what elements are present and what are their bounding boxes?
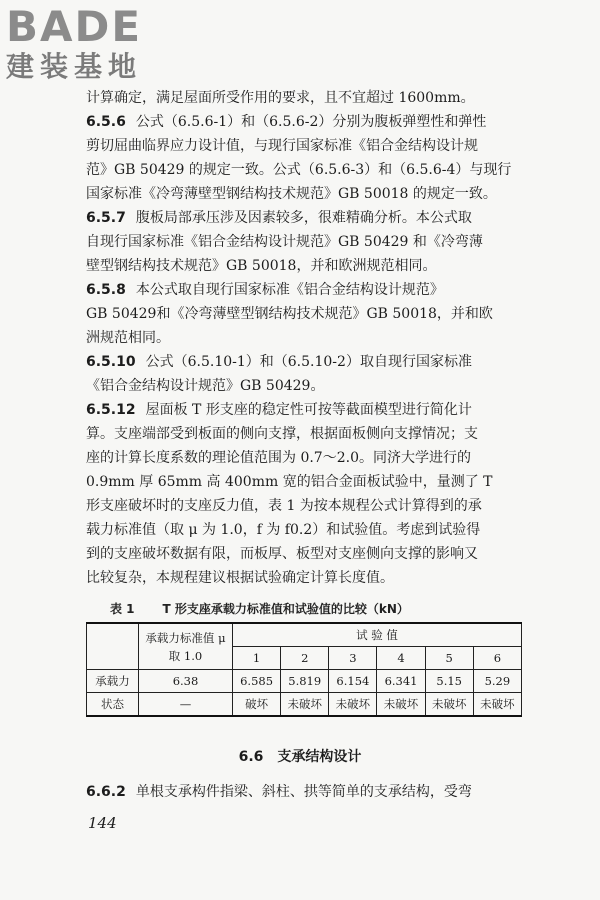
- bade-logo: [6, 2, 176, 88]
- table-row: [87, 670, 522, 693]
- test-number: 2: [281, 647, 329, 670]
- test-value-header: 试 验 值: [233, 623, 522, 647]
- comparison-table: [86, 622, 522, 717]
- table-caption: [110, 600, 530, 617]
- std-header-line-1: 承载力标准值 μ: [145, 630, 226, 645]
- text-line: 公式（6.5.6-1）和（6.5.6-2）分别为腹板弹塑性和弹性: [135, 114, 487, 130]
- std-header-line-2: 取 1.0: [168, 648, 203, 663]
- section-number: 6.5.6: [86, 114, 126, 130]
- text-line: GB 50429和《冷弯薄壁型钢结构技术规范》GB 50018，并和欧: [86, 306, 493, 322]
- text-line: 公式（6.5.10-1）和（6.5.10-2）取自现行国家标准: [145, 354, 472, 370]
- page-number: 144: [88, 814, 117, 832]
- test-value: 6.341: [377, 670, 425, 693]
- section-number: 6.5.10: [86, 354, 136, 370]
- text-line: 单根支承构件指梁、斜柱、拱等简单的支承结构，受弯: [135, 784, 472, 800]
- clause-6-5-8: [86, 278, 530, 350]
- logo-wordmark: BADE: [6, 2, 143, 51]
- text-line: 《铝合金结构设计规范》GB 50429。: [86, 378, 325, 394]
- text-line: 国家标准《冷弯薄壁型钢结构技术规范》GB 50018 的规定一致。: [86, 186, 497, 202]
- row-label: 承载力: [87, 670, 139, 693]
- table-number: 表 1: [110, 602, 135, 616]
- test-status: 未破坏: [377, 693, 425, 717]
- clause-6-5-7: [86, 206, 530, 278]
- test-status: 未破坏: [329, 693, 377, 717]
- text-line: 屋面板 T 形支座的稳定性可按等截面模型进行简化计: [145, 402, 472, 418]
- subsection-number: 6.6: [238, 749, 264, 765]
- subsection-title: 支承结构设计: [277, 749, 362, 765]
- test-status: 未破坏: [473, 693, 521, 717]
- subsection-heading: [0, 746, 600, 766]
- std-value: 6.38: [139, 670, 233, 693]
- text-line: 形支座破坏时的支座反力值，表 1 为按本规程公式计算得到的承: [86, 498, 482, 514]
- row-label: 状态: [87, 693, 139, 717]
- std-value: —: [139, 693, 233, 717]
- clause-6-5-6: [86, 110, 530, 206]
- test-number: 5: [425, 647, 473, 670]
- test-number: 3: [329, 647, 377, 670]
- text-line: 自现行国家标准《铝合金结构设计规范》GB 50429 和《冷弯薄: [86, 234, 483, 250]
- test-status: 未破坏: [281, 693, 329, 717]
- test-value: 5.15: [425, 670, 473, 693]
- text-line: 洲规范相同。: [86, 330, 170, 346]
- test-number: 1: [233, 647, 281, 670]
- test-number: 6: [473, 647, 521, 670]
- text-line: 载力标准值（取 μ 为 1.0，f 为 f0.2）和试验值。考虑到试验得: [86, 522, 481, 538]
- test-value: 6.585: [233, 670, 281, 693]
- text-line: 座的计算长度系数的理论值范围为 0.7～2.0。同济大学进行的: [86, 450, 471, 466]
- logo-subtitle: 建装基地: [6, 50, 143, 83]
- text-line: 0.9mm 厚 65mm 高 400mm 宽的铝合金面板试验中，量测了 T: [86, 474, 493, 490]
- test-value: 5.819: [281, 670, 329, 693]
- text-line: 壁型钢结构技术规范》GB 50018，并和欧洲规范相同。: [86, 258, 437, 274]
- table-title: T 形支座承载力标准值和试验值的比较（kN）: [162, 602, 409, 616]
- corner-cell: [87, 623, 139, 670]
- test-status: 未破坏: [425, 693, 473, 717]
- section-number: 6.6.2: [86, 784, 126, 800]
- section-number: 6.5.12: [86, 402, 136, 418]
- text-line: 腹板局部承压涉及因素较多，很难精确分析。本公式取: [135, 210, 472, 226]
- test-status: 破坏: [233, 693, 281, 717]
- clause-6-5-10: [86, 350, 530, 398]
- clause-6-5-12: [86, 398, 530, 590]
- body-text: [86, 86, 530, 590]
- section-number: 6.5.7: [86, 210, 126, 226]
- text-line: 到的支座破坏数据有限，而板厚、板型对支座侧向支撑的影响又: [86, 546, 478, 562]
- text-line: 算。支座端部受到板面的侧向支撑，根据面板侧向支撑情况；支: [86, 426, 478, 442]
- section-number: 6.5.8: [86, 282, 126, 298]
- text-line: 剪切屈曲临界应力设计值，与现行国家标准《铝合金结构设计规: [86, 138, 478, 154]
- test-number: 4: [377, 647, 425, 670]
- test-value: 6.154: [329, 670, 377, 693]
- text-line: 本公式取自现行国家标准《铝合金结构设计规范》: [135, 282, 444, 298]
- test-value: 5.29: [473, 670, 521, 693]
- text-line: 比较复杂，本规程建议根据试验确定计算长度值。: [86, 570, 394, 586]
- clause-6-6-2: [86, 780, 530, 804]
- std-value-header: [139, 623, 233, 670]
- text-line: 范》GB 50429 的规定一致。公式（6.5.6-3）和（6.5.6-4）与现行: [86, 162, 512, 178]
- table-row: [87, 693, 522, 717]
- continuation-line: 计算确定，满足屋面所受作用的要求，且不宜超过 1600mm。: [86, 90, 475, 106]
